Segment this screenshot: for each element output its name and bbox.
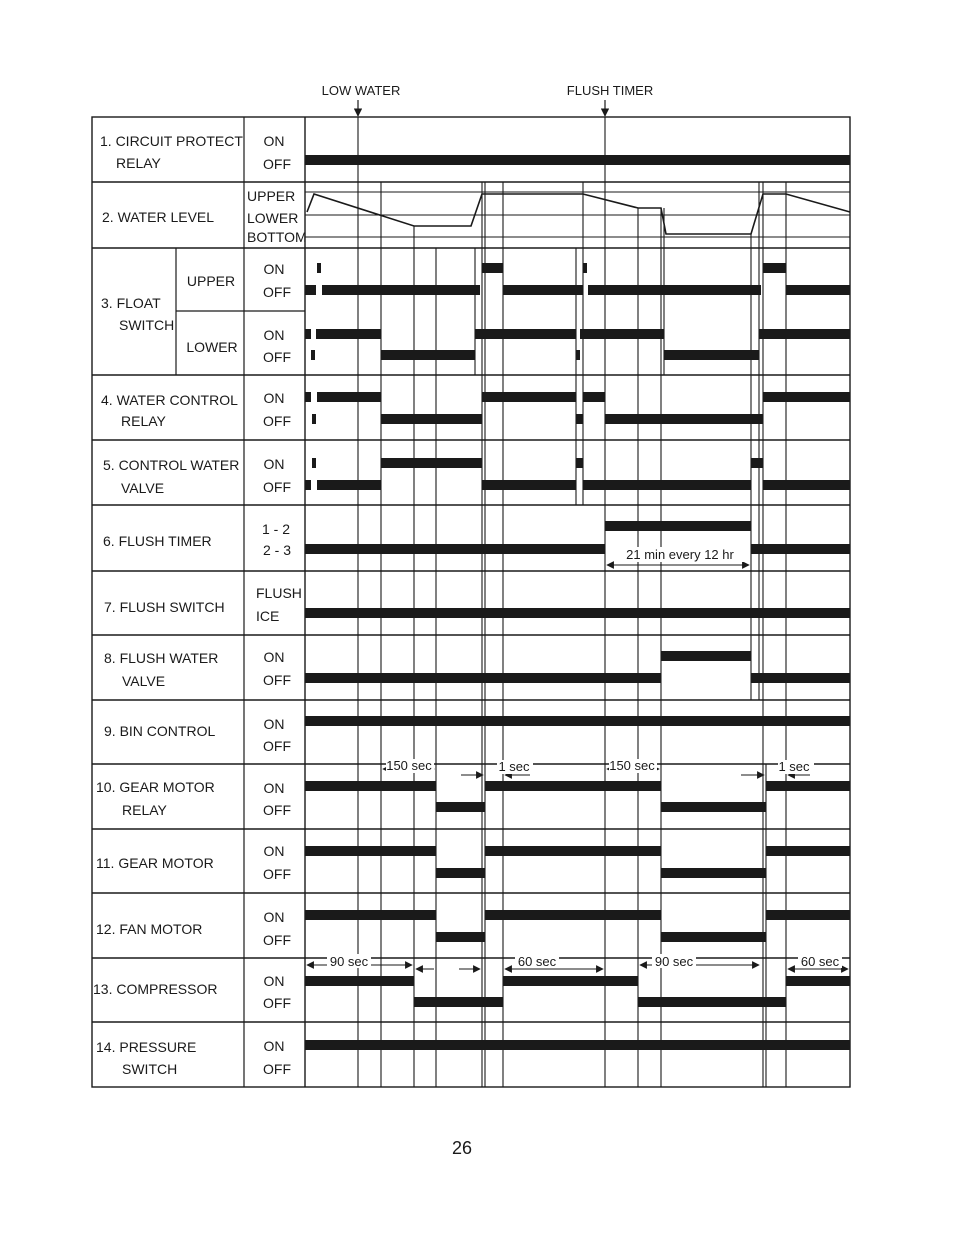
row-9-label: 9. BIN CONTROL [104, 723, 216, 739]
delay-label-90-sec-a: 90 sec [329, 954, 369, 969]
row-3-upper-state-on: ON [263, 261, 285, 277]
delay-label-150-sec-a: 150 sec [386, 758, 432, 773]
delay-label-90-sec-b: 90 sec [654, 954, 694, 969]
row-1-label-line-2: RELAY [116, 155, 161, 171]
row-14-state-off: OFF [263, 1061, 291, 1077]
row-13-state-off: OFF [263, 995, 291, 1011]
row-11-label: 11. GEAR MOTOR [96, 855, 214, 871]
flush-timer-marker-label: FLUSH TIMER [566, 83, 654, 98]
row-12-label: 12. FAN MOTOR [96, 921, 203, 937]
compressor-delay-annotations [307, 965, 848, 969]
delay-label-60-sec-b: 60 sec [800, 954, 840, 969]
row-3-lower-state-on: ON [263, 327, 285, 343]
delay-label-150-sec-b: 150 sec [609, 758, 655, 773]
row-6-state-2-3: 2 - 3 [262, 542, 292, 558]
low-water-marker-label: LOW WATER [321, 83, 401, 98]
row-1-label-line-1: 1. CIRCUIT PROTECT [100, 133, 243, 149]
row-9-state-off: OFF [263, 738, 291, 754]
row-6-state-1-2: 1 - 2 [261, 521, 291, 537]
row-7-state-flush: FLUSH [256, 585, 302, 601]
row-2-label: 2. WATER LEVEL [102, 209, 215, 225]
row-14-label-line-2: SWITCH [122, 1061, 178, 1077]
row-6-label: 6. FLUSH TIMER [103, 533, 212, 549]
row-5-state-on: ON [263, 456, 285, 472]
flush-interval-label: 21 min every 12 hr [626, 547, 734, 562]
page-number: 26 [451, 1138, 473, 1158]
row-5-state-off: OFF [263, 479, 291, 495]
delay-label-1-sec-b: 1 sec [778, 759, 810, 774]
row-13-state-on: ON [263, 973, 285, 989]
row-12-state-off: OFF [263, 932, 291, 948]
row-3-upper-signal [305, 263, 850, 295]
row-4-signal [305, 392, 850, 424]
row-1-state-on: ON [263, 133, 285, 149]
row-12-signal [305, 910, 850, 942]
row-11-state-off: OFF [263, 866, 291, 882]
row-5-signal [305, 458, 850, 490]
delay-label-60-sec-a: 60 sec [517, 954, 557, 969]
row-8-state-off: OFF [263, 672, 291, 688]
row-5-label-line-2: VALVE [121, 480, 165, 496]
row-1-state-off: OFF [263, 156, 291, 172]
row-12-state-on: ON [263, 909, 285, 925]
row-8-state-on: ON [263, 649, 285, 665]
row-13-label: 13. COMPRESSOR [93, 981, 218, 997]
row-3-lower-state-off: OFF [263, 349, 291, 365]
row-3-sub-upper: UPPER [186, 273, 236, 289]
row-4-label-line-2: RELAY [121, 413, 166, 429]
gear-motor-delay-annotations [383, 769, 810, 775]
row-13-signal [305, 976, 850, 1007]
row-4-label-line-1: 4. WATER CONTROL [101, 392, 238, 408]
row-6-signal [305, 521, 850, 554]
delay-label-1-sec-a: 1 sec [498, 759, 530, 774]
row-11-signal [305, 846, 850, 878]
row-3-label-line-1: 3. FLOAT [101, 295, 161, 311]
row-10-label-line-1: 10. GEAR MOTOR [96, 779, 215, 795]
row-8-label-line-2: VALVE [122, 673, 166, 689]
row-10-label-line-2: RELAY [122, 802, 167, 818]
row-14-state-on: ON [263, 1038, 285, 1054]
row-8-signal [305, 651, 850, 683]
row-10-signal [305, 781, 850, 812]
row-2-state-lower: LOWER [247, 210, 299, 226]
row-14-signal [305, 1040, 850, 1050]
row-7-state-ice: ICE [256, 608, 280, 624]
row-2-level-references [305, 192, 850, 237]
row-2-state-upper: UPPER [247, 188, 296, 204]
row-8-label-line-1: 8. FLUSH WATER [104, 650, 219, 666]
row-7-label: 7. FLUSH SWITCH [104, 599, 225, 615]
row-2-state-bottom: BOTTOM [247, 229, 307, 245]
row-4-state-on: ON [263, 390, 285, 406]
row-9-signal [305, 716, 850, 726]
row-3-upper-state-off: OFF [263, 284, 291, 300]
row-3-lower-signal [305, 329, 850, 360]
row-5-label-line-1: 5. CONTROL WATER [103, 457, 240, 473]
row-2-water-level-trace [307, 194, 850, 234]
row-11-state-on: ON [263, 843, 285, 859]
row-10-state-off: OFF [263, 802, 291, 818]
row-3-label-line-2: SWITCH [119, 317, 175, 333]
row-4-state-off: OFF [263, 413, 291, 429]
row-3-sub-lower: LOWER [186, 339, 238, 355]
row-10-state-on: ON [263, 780, 285, 796]
row-1-signal [305, 155, 850, 165]
row-14-label-line-1: 14. PRESSURE [96, 1039, 197, 1055]
row-7-signal [305, 608, 850, 618]
row-9-state-on: ON [263, 716, 285, 732]
